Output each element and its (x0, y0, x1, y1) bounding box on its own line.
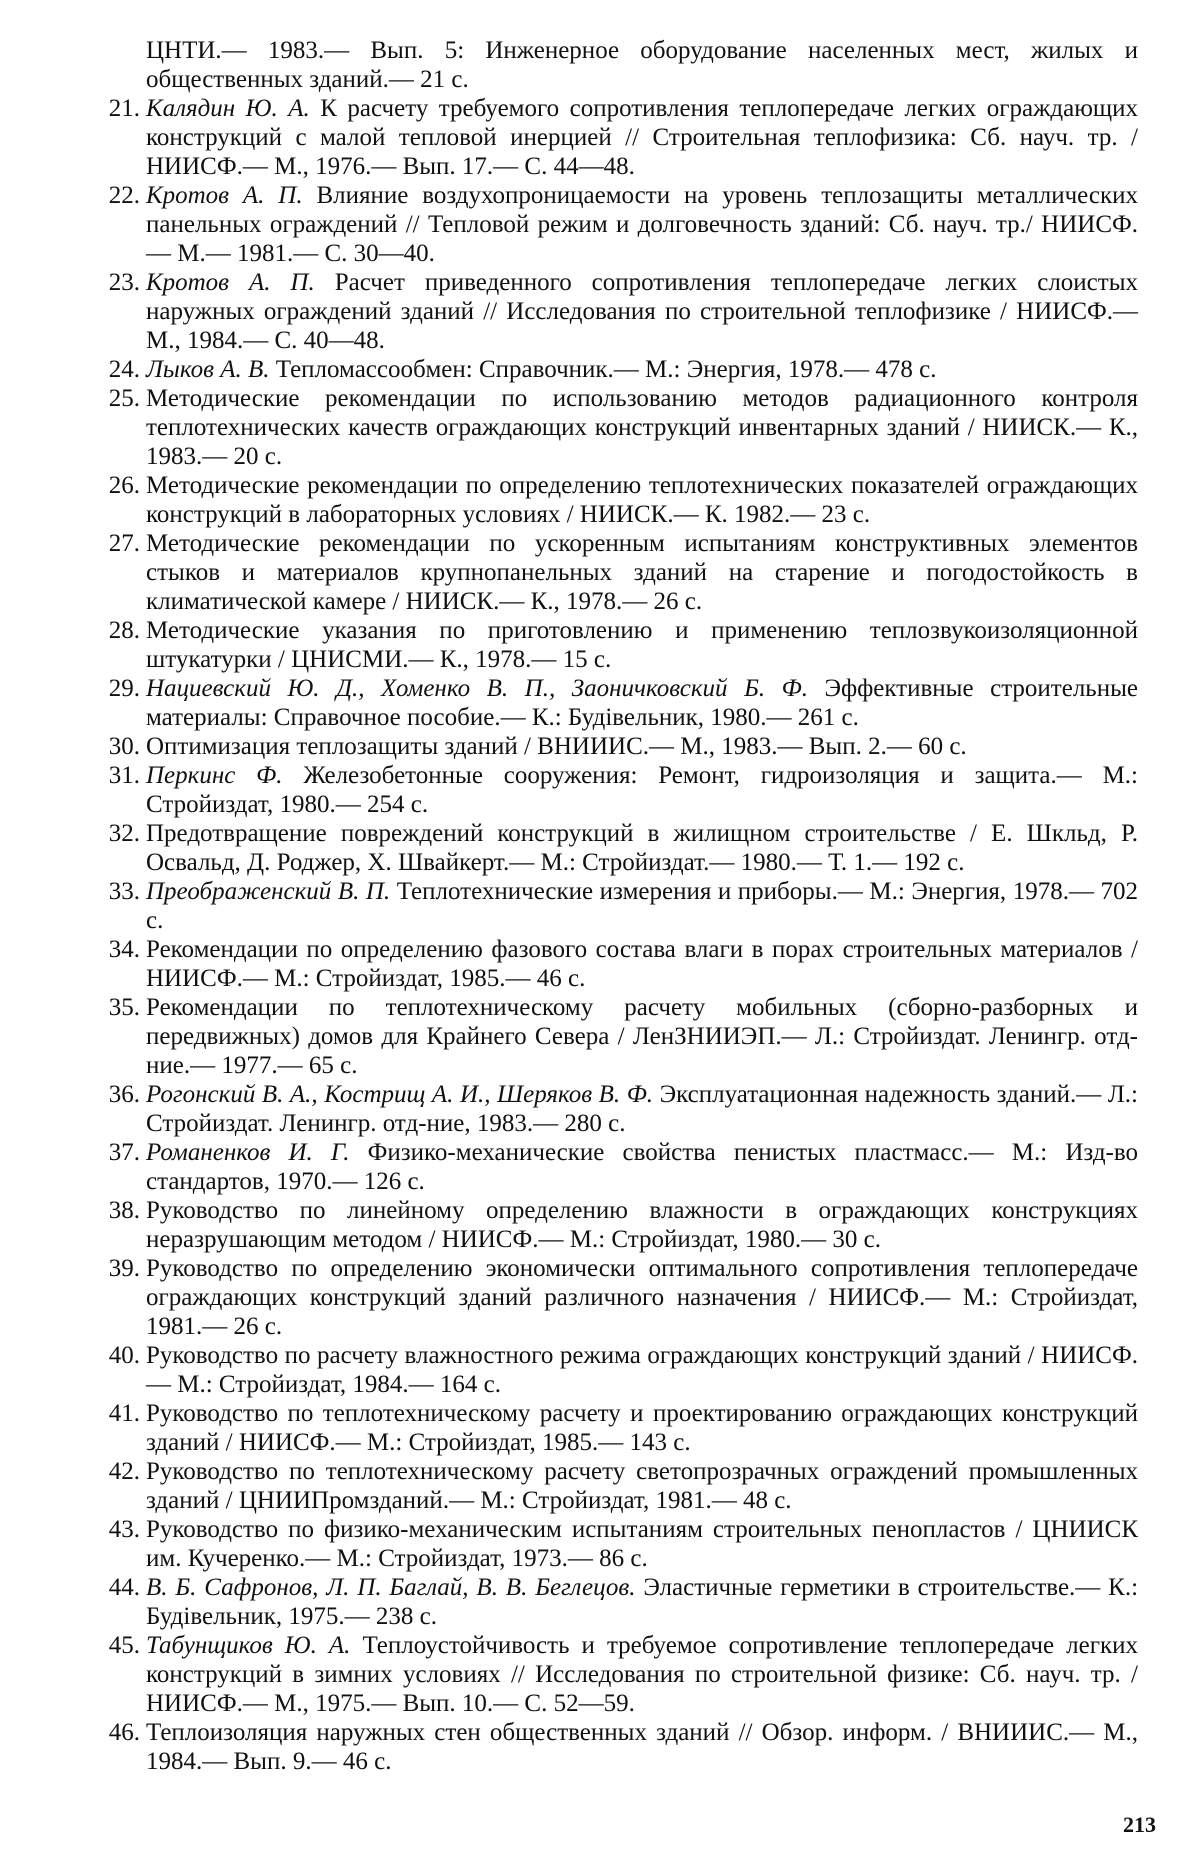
reference-text: Влияние воздухопроницаемости на уровень теплозащиты металлических панельных ограждений // Тепловой режим и долговечность зданий: Сб. науч. тр./ НИИСФ.— М.— 1981.— С. 30—40. (146, 182, 1138, 267)
reference-number: 40. (108, 1342, 140, 1369)
reference-number: 28. (108, 617, 140, 644)
reference-number: 42. (108, 1458, 140, 1485)
reference-number: 33. (108, 878, 140, 905)
reference-text: Рекомендации по теплотехническому расчету мобильных (сборно-разборных и передвижных) домов для Крайнего Севера / ЛенЗНИИЭП.— Л.: Стройиздат. Ленингр. отд-ние.— 1977.— 65 с. (146, 994, 1138, 1079)
reference-text: Эксплуатационная надежность зданий.— Л.: Стройиздат. Ленингр. отд-ние, 1983.— 280 с. (146, 1081, 1138, 1137)
reference-entry (88, 877, 1138, 935)
bibliography-list (88, 36, 1138, 1776)
reference-text: Руководство по линейному определению влажности в ограждающих конструкциях неразрушающим методом / НИИСФ.— М.: Стройиздат, 1980.— 30 с. (146, 1197, 1138, 1253)
reference-authors: Перкинс Ф. (146, 762, 283, 789)
reference-authors: Табунщиков Ю. А. (146, 1632, 351, 1659)
reference-entry (88, 1196, 1138, 1254)
reference-text: Теплотехнические измерения и приборы.— М.: Энергия, 1978.— 702 с. (146, 878, 1139, 934)
reference-entry (88, 1573, 1138, 1631)
reference-entry (88, 36, 1138, 94)
reference-number: 24. (108, 356, 140, 383)
reference-entry (88, 1080, 1138, 1138)
reference-text: ЦНТИ.— 1983.— Вып. 5: Инженерное оборудование населенных мест, жилых и общественных зданий.— 21 с. (146, 37, 1138, 93)
reference-number: 37. (108, 1139, 140, 1166)
reference-number: 25. (108, 385, 140, 412)
reference-entry (88, 1631, 1138, 1718)
reference-text: Эластичные герметики в строительстве.— К.: Будівельник, 1975.— 238 с. (146, 1574, 1139, 1630)
reference-number: 21. (108, 95, 140, 122)
reference-authors: Преображенский В. П. (146, 878, 391, 905)
reference-entry (88, 181, 1138, 268)
page-number: 213 (1123, 1812, 1156, 1837)
reference-text: Рекомендации по определению фазового состава влаги в порах строительных материалов / НИИСФ.— М.: Стройиздат, 1985.— 46 с. (146, 936, 1138, 992)
reference-number: 32. (108, 820, 140, 847)
reference-text: Оптимизация теплозащиты зданий / ВНИИИС.— М., 1983.— Вып. 2.— 60 с. (146, 733, 967, 760)
reference-text: Руководство по теплотехническому расчету светопрозрачных ограждений промышленных зданий / ЦНИИПромзданий.— М.: Стройиздат, 1981.— 48 с. (146, 1458, 1138, 1514)
reference-number: 22. (108, 182, 140, 209)
reference-text: Руководство по теплотехническому расчету и проектированию ограждающих конструкций зданий / НИИСФ.— М.: Стройиздат, 1985.— 143 с. (146, 1400, 1138, 1456)
reference-number: 26. (108, 472, 140, 499)
reference-entry (88, 935, 1138, 993)
reference-text: Теплоизоляция наружных стен общественных зданий // Обзор. информ. / ВНИИИС.— М., 1984.— Вып. 9.— 46 с. (146, 1719, 1138, 1775)
reference-entry (88, 1718, 1138, 1776)
reference-entry (88, 761, 1138, 819)
reference-number: 36. (108, 1081, 140, 1108)
reference-entry (88, 1138, 1138, 1196)
reference-text: Методические указания по приготовлению и применению теплозвукоизоляционной штукатурки / ЦНИСМИ.— К., 1978.— 15 с. (146, 617, 1138, 673)
reference-number: 34. (108, 936, 140, 963)
reference-entry (88, 384, 1138, 471)
reference-text: Руководство по расчету влажностного режима ограждающих конструкций зданий / НИИСФ.— М.: Стройиздат, 1984.— 164 с. (146, 1342, 1138, 1398)
reference-number: 31. (108, 762, 140, 789)
reference-text: Предотвращение повреждений конструкций в жилищном строительстве / Е. Шкльд, Р. Освальд, Д. Роджер, Х. Швайкерт.— М.: Стройиздат.— 1980.— Т. 1.— 192 с. (146, 820, 1138, 876)
reference-number: 38. (108, 1197, 140, 1224)
reference-entry (88, 529, 1138, 616)
reference-entry (88, 355, 1138, 384)
reference-entry (88, 819, 1138, 877)
reference-entry (88, 1457, 1138, 1515)
reference-text: Тепломассообмен: Справочник.— М.: Энергия, 1978.— 478 с. (275, 356, 937, 383)
reference-authors: Рогонский В. А., Кострищ А. И., Шеряков В. Ф. (146, 1081, 654, 1108)
reference-authors: Романенков И. Г. (146, 1139, 350, 1166)
reference-text: Руководство по определению экономически оптимального сопротивления теплопередаче ограждающих конструкций зданий различного назначения / НИИСФ.— М.: Стройиздат, 1981.— 26 с. (146, 1255, 1138, 1340)
reference-entry (88, 993, 1138, 1080)
reference-text: Расчет приведенного сопротивления теплопередаче легких слоистых наружных ограждений зданий // Исследования по строительной теплофизике / НИИСФ.— М., 1984.— С. 40—48. (146, 269, 1138, 354)
reference-text: К расчету требуемого сопротивления теплопередаче легких ограждающих конструкций с малой тепловой инерцией // Строительная теплофизика: Сб. науч. тр. / НИИСФ.— М., 1976.— Вып. 17.— С. 44—48. (146, 95, 1138, 180)
reference-text: Методические рекомендации по использованию методов радиационного контроля теплотехнических качеств ограждающих конструкций инвентарных зданий / НИИСК.— К., 1983.— 20 с. (146, 385, 1138, 470)
reference-text: Железобетонные сооружения: Ремонт, гидроизоляция и защита.— М.: Стройиздат, 1980.— 254 с. (146, 762, 1138, 818)
reference-number: 39. (108, 1255, 140, 1282)
reference-authors: Кротов А. П. (146, 269, 315, 296)
reference-text: Руководство по физико-механическим испытаниям строительных пенопластов / ЦНИИСК им. Кучеренко.— М.: Стройиздат, 1973.— 86 с. (146, 1516, 1138, 1572)
reference-entry (88, 1254, 1138, 1341)
reference-text: Физико-механические свойства пенистых пластмасс.— М.: Изд-во стандартов, 1970.— 126 с. (146, 1139, 1139, 1195)
reference-entry (88, 1399, 1138, 1457)
reference-number: 46. (108, 1719, 140, 1746)
reference-number: 27. (108, 530, 140, 557)
reference-text: Теплоустойчивость и требуемое сопротивление теплопередаче легких конструкций в зимних условиях // Исследования по строительной физике: Сб. науч. тр. / НИИСФ.— М., 1975.— Вып. 10.— С. 52—59. (146, 1632, 1138, 1717)
reference-text: Методические рекомендации по ускоренным испытаниям конструктивных элементов стыков и материалов крупнопанельных зданий на старение и погодостойкость в климатической камере / НИИСК.— К., 1978.— 26 с. (146, 530, 1138, 615)
reference-number: 30. (108, 733, 140, 760)
reference-authors: Нациевский Ю. Д., Хоменко В. П., Заоничковский Б. Ф. (146, 675, 808, 702)
reference-entry (88, 1341, 1138, 1399)
reference-entry (88, 732, 1138, 761)
reference-number: 23. (108, 269, 140, 296)
reference-entry (88, 94, 1138, 181)
reference-text: Методические рекомендации по определению теплотехнических показателей ограждающих конструкций в лабораторных условиях / НИИСК.— К. 1982.— 23 с. (146, 472, 1138, 528)
reference-text: Эффективные строительные материалы: Справочное пособие.— К.: Будівельник, 1980.— 261 с. (146, 675, 1138, 731)
reference-number: 43. (108, 1516, 140, 1543)
reference-number: 29. (108, 675, 140, 702)
reference-authors: В. Б. Сафронов, Л. П. Баглай, В. В. Беглецов. (146, 1574, 636, 1601)
reference-entry (88, 616, 1138, 674)
reference-entry (88, 471, 1138, 529)
reference-authors: Лыков А. В. (146, 356, 270, 383)
reference-number: 45. (108, 1632, 140, 1659)
reference-entry (88, 1515, 1138, 1573)
reference-number: 41. (108, 1400, 140, 1427)
reference-authors: Кротов А. П. (146, 182, 303, 209)
reference-entry (88, 268, 1138, 355)
reference-number: 35. (108, 994, 140, 1021)
reference-authors: Калядин Ю. А. (146, 95, 310, 122)
reference-number: 44. (108, 1574, 140, 1601)
reference-entry (88, 674, 1138, 732)
